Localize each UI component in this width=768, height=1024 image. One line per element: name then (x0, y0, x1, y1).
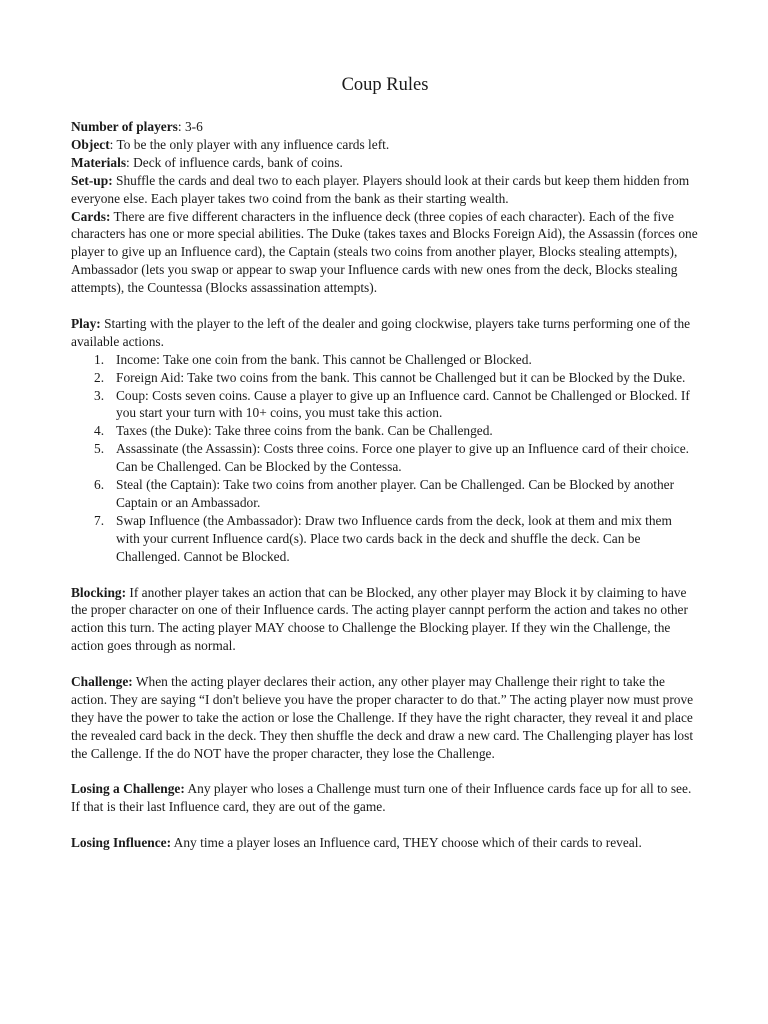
losing-influence-label: Losing Influence: (71, 835, 172, 851)
list-item (71, 369, 699, 387)
list-item (71, 476, 699, 512)
cards-label: Cards: (71, 208, 111, 224)
list-item-number: 4. (94, 423, 105, 439)
object-label: Object (71, 136, 110, 152)
players-line (71, 118, 699, 136)
list-item (71, 351, 699, 369)
losing-influence-paragraph (71, 834, 699, 852)
setup-paragraph (71, 172, 699, 208)
cards-text: There are five different characters in the influence deck (three copies of each character). Each of the five characters has one or more special abilities. The Duke (takes taxes and Blocks Foreign Aid), the Assassin (forces one player to give up an Influence card), the Captain (steals two coins from another player, Blocks stealing attempts), Ambassador (lets you swap or appear to swap your Influence cards with new ones from the deck, Blocks stealing attempts), the Countessa (Blocks assassination attempts). (71, 208, 698, 296)
play-text: Starting with the player to the left of the dealer and going clockwise, players take turns performing one of the available actions. (71, 315, 691, 349)
challenge-text: When the acting player declares their action, any other player may Challenge their right to take the action. They are saying “I don't believe you have the proper character to do that.” The acting player now must prove they have the power to take the action or lose the Challenge. If they have the right character, they reveal it and place the revealed card back in the deck. They then shuffle the deck and draw a new card. The Challenging player has lost the Callenge. If the do NOT have the proper character, they lose the Challenge. (71, 674, 694, 761)
materials-label: Materials (71, 154, 127, 170)
blocking-text: If another player takes an action that can be Blocked, any other player may Block it by claiming to have the proper character on one of their Influence cards. The acting player cannpt perform the action and takes no other action this turn. The acting player MAY choose to Challenge the Blocking player. If they win the Challenge, the action goes through as normal. (71, 584, 688, 654)
list-item-number: 2. (94, 369, 105, 385)
setup-text: Shuffle the cards and deal two to each player. Players should look at their cards but keep them hidden from everyone else. Each player takes two coind from the bank as their starting wealth. (71, 172, 690, 206)
document-title: Coup Rules (341, 75, 429, 95)
list-item-text: Swap Influence (the Ambassador): Draw two Influence cards from the deck, look at them and mix them with your current Influence card(s). Place two cards back in the deck and shuffle the deck. Can be Challenged. Cannot be Blocked. (116, 512, 672, 564)
list-item-text: Assassinate (the Assassin): Costs three coins. Force one player to give up an Influence card of their choice. Can be Challenged. Can be Blocked by the Contessa. (116, 441, 690, 475)
object-line (71, 136, 699, 154)
list-item-number: 1. (94, 351, 105, 367)
materials-text: : Deck of influence cards, bank of coins. (126, 154, 343, 170)
setup-label: Set-up: (71, 172, 113, 188)
list-item-text: Steal (the Captain): Take two coins from another player. Can be Challenged. Can be Blocked by another Captain or an Ambassador. (116, 477, 675, 511)
list-item (71, 422, 699, 440)
list-item-text: Coup: Costs seven coins. Cause a player to give up an Influence card. Cannot be Challenged or Blocked. If you start your turn with 10+ coins, you must take this action. (116, 387, 690, 421)
losing-challenge-text: Any player who loses a Challenge must turn one of their Influence cards face up for all to see. If that is their last Influence card, they are out of the game. (71, 781, 692, 815)
challenge-paragraph (71, 673, 699, 763)
play-paragraph (71, 315, 699, 351)
list-item-number: 3. (94, 387, 105, 403)
cards-paragraph (71, 208, 699, 298)
losing-challenge-label: Losing a Challenge: (71, 781, 185, 797)
players-label: Number of players (71, 119, 178, 134)
actions-list (71, 351, 699, 566)
object-text: : To be the only player with any influence cards left. (109, 136, 390, 152)
list-item (71, 387, 699, 423)
list-item-text: Taxes (the Duke): Take three coins from the bank. Can be Challenged. (116, 423, 493, 439)
challenge-label: Challenge: (71, 674, 133, 690)
players-text: : 3-6 (177, 119, 203, 134)
blocking-paragraph (71, 584, 699, 656)
list-item-number: 5. (94, 441, 105, 457)
materials-line (71, 154, 699, 172)
document-page (71, 72, 699, 852)
list-item-text: Foreign Aid: Take two coins from the bank. This cannot be Challenged but it can be Blocked by the Duke. (116, 369, 686, 385)
losing-influence-text: Any time a player loses an Influence card, THEY choose which of their cards to reveal. (171, 835, 642, 851)
losing-challenge-paragraph (71, 780, 699, 816)
list-item-number: 6. (94, 477, 105, 493)
list-item (71, 440, 699, 476)
list-item-text: Income: Take one coin from the bank. This cannot be Challenged or Blocked. (116, 351, 532, 367)
list-item (71, 512, 699, 566)
play-label: Play: (71, 315, 101, 331)
blocking-label: Blocking: (71, 584, 127, 600)
list-item-number: 7. (94, 512, 105, 528)
